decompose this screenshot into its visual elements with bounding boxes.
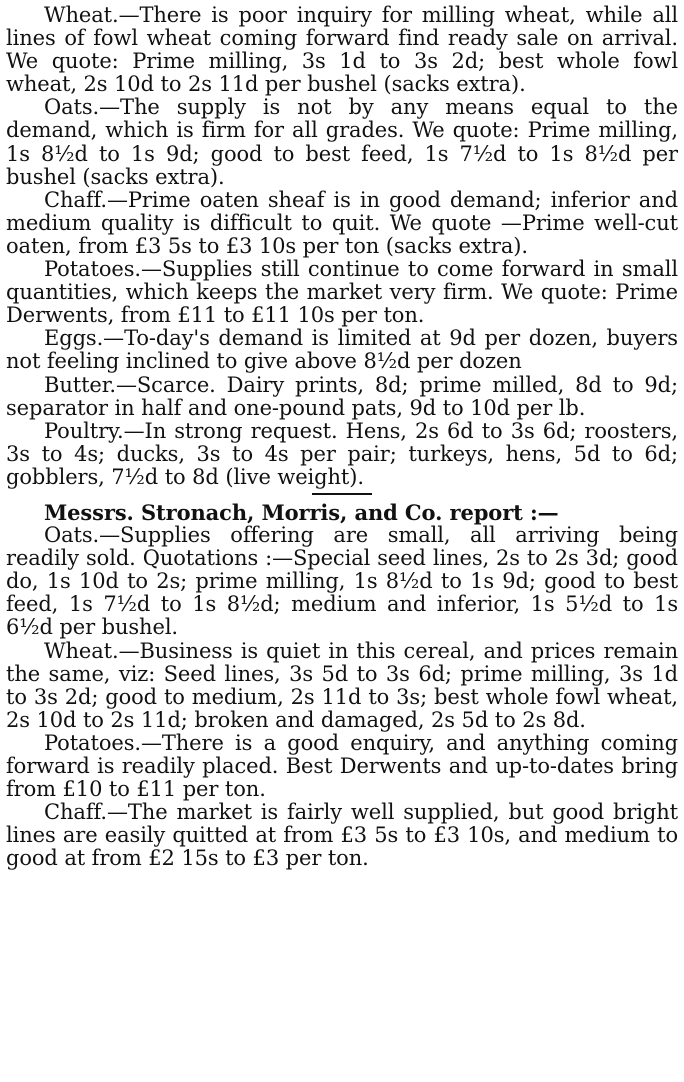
paragraph-text: —To-day's demand is limited at 9d per dozen, buyers not feeling inclined to give above 8½d per dozen (6, 326, 678, 374)
newspaper-column (6, 4, 678, 870)
paragraph-oats-report (6, 524, 678, 639)
paragraph-poultry (6, 420, 678, 489)
paragraph-potatoes (6, 258, 678, 327)
paragraph-text: —Supplies still continue to come forward in small quantities, which keeps the market very firm. We quote: Prime Derwents, from £11 to £11 10s per ton. (6, 257, 678, 328)
paragraph-text: —There is poor inquiry for milling wheat, while all lines of fowl wheat coming forward find ready sale on arrival. We quote: Prime milling, 3s 1d to 3s 2d; best whole fowl wheat, 2s 10d to 2s 11d per bushel (sacks extra). (6, 3, 678, 97)
paragraph-eggs (6, 327, 678, 373)
paragraph-text: —There is a good enquiry, and anything coming forward is readily placed. Best Derwents and up-to-dates bring from £10 to £11 per ton. (6, 730, 678, 802)
paragraph-lead: Wheat. (44, 3, 119, 27)
report-heading: Messrs. Stronach, Morris, and Co. report :— (44, 499, 559, 525)
paragraph-lead: Chaff. (44, 187, 107, 212)
paragraph-text: —The supply is not by any means equal to the demand, which is firm for all grades. We quote: Prime milling, 1s 8½d to 1s 9d; good to best feed, 1s 7½d to 1s 8½d per bushel (sacks extra). (6, 95, 678, 189)
paragraph-lead: Eggs. (44, 326, 104, 351)
paragraph-chaff (6, 189, 678, 258)
paragraph-lead: Potatoes. (44, 257, 141, 282)
paragraph-text: —Prime oaten sheaf is in good demand; inferior and medium quality is difficult to quit. We quote —Prime well-cut oaten, from £3 5s to £3 10s per ton (sacks extra). (6, 187, 678, 258)
paragraph-oats (6, 96, 678, 188)
paragraph-lead: Oats. (44, 523, 100, 548)
paragraph-lead: Wheat. (44, 638, 119, 663)
paragraph-wheat-report (6, 640, 678, 732)
paragraph-text: —Supplies offering are small, all arriving being readily sold. Quotations :—Special seed lines, 2s to 2s 3d; good do, 1s 10d to 2s; prime milling, 1s 8½d to 1s 9d; good to best feed, 1s 7½d to 1s 8½d; medium and inferior, 1s 5½d to 1s 6½d per bushel. (6, 523, 678, 640)
paragraph-text: —The market is fairly well supplied, but good bright lines are easily quitted at from £3 5s to £3 10s, and medium to good at from £2 15s to £3 per ton. (6, 800, 678, 871)
paragraph-lead: Butter. (44, 372, 116, 397)
paragraph-lead: Potatoes. (44, 730, 141, 755)
paragraph-butter (6, 374, 678, 420)
paragraph-chaff-report (6, 801, 678, 870)
section-divider (312, 493, 372, 495)
paragraph-lead: Chaff. (44, 800, 107, 825)
paragraph-text: —In strong request. Hens, 2s 6d to 3s 6d; roosters, 3s to 4s; ducks, 3s to 4s per pair; turkeys, hens, 5d to 6d; gobblers, 7½d to 8d (live weight). (6, 418, 678, 489)
paragraph-text: —Business is quiet in this cereal, and prices remain the same, viz: Seed lines, 3s 5d to 3s 6d; prime milling, 3s 1d to 3s 2d; good to medium, 2s 11d to 3s; best whole fowl wheat, 2s 10d to 2s 11d; broken and damaged, 2s 5d to 2s 8d. (6, 638, 678, 732)
paragraph-potatoes-report (6, 732, 678, 801)
paragraph-text: —Scarce. Dairy prints, 8d; prime milled, 8d to 9d; separator in half and one-pound pats, 9d to 10d per lb. (6, 372, 678, 420)
paragraph-lead: Poultry. (44, 418, 124, 443)
paragraph-wheat (6, 4, 678, 96)
paragraph-lead: Oats. (44, 95, 100, 120)
